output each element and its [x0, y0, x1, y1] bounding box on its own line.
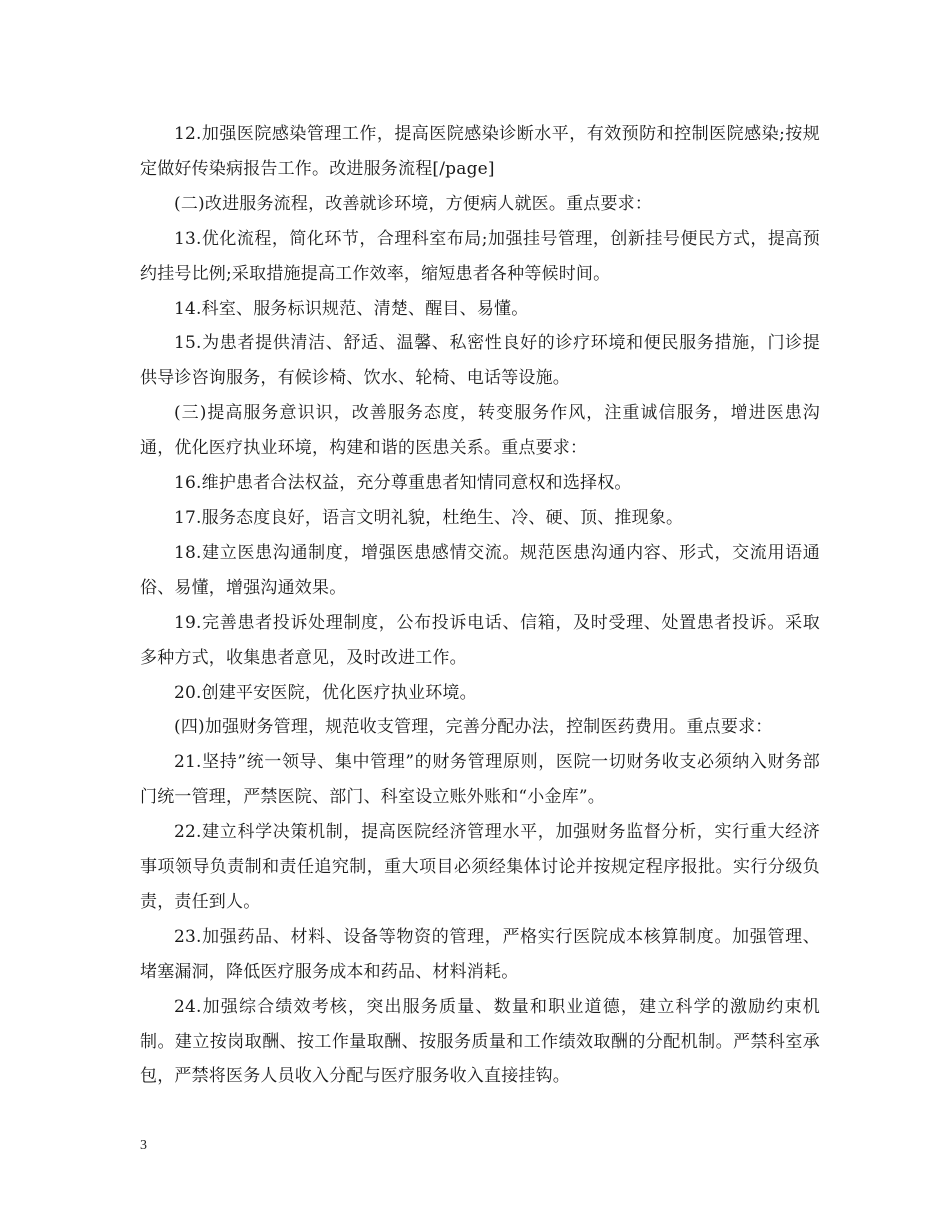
paragraph-18: 18.建立医患沟通制度，增强医患感情交流。规范医患沟通内容、形式，交流用语通俗、易懂，增强沟通效果。 [140, 542, 820, 598]
paragraph-16: 16.维护患者合法权益，充分尊重患者知情同意权和选择权。 [174, 473, 632, 494]
paragraph-17: 17.服务态度良好，语言文明礼貌，杜绝生、冷、硬、顶、推现象。 [174, 507, 684, 528]
paragraph-23: 23.加强药品、材料、设备等物资的管理，严格实行医院成本核算制度。加强管理、堵塞漏洞，降低医疗服务成本和药品、材料消耗。 [140, 926, 820, 982]
page-number: 3 [140, 1138, 147, 1153]
paragraph-13: 13.优化流程，简化环节，合理科室布局;加强挂号管理，创新挂号便民方式，提高预约挂号比例;采取措施提高工作效率，缩短患者各种等候时间。 [140, 228, 820, 284]
paragraph-14: 14.科室、服务标识规范、清楚、醒目、易懂。 [174, 298, 529, 319]
paragraph-21: 21.坚持”统一领导、集中管理”的财务管理原则，医院一切财务收支必须纳入财务部门统一管理，严禁医院、部门、科室设立账外账和“小金库”。 [140, 752, 820, 808]
paragraph-20: 20.创建平安医院，优化医疗执业环境。 [174, 682, 477, 703]
paragraph-12: 12.加强医院感染管理工作，提高医院感染诊断水平，有效预防和控制医院感染;按规定做好传染病报告工作。改进服务流程[/page] [140, 124, 820, 179]
section-heading-4: (四)加强财务管理，规范收支管理，完善分配办法，控制医药费用。重点要求： [174, 717, 773, 738]
paragraph-24: 24.加强综合绩效考核，突出服务质量、数量和职业道德，建立科学的激励约束机制。建立按岗取酬、按工作量取酬、按服务质量和工作绩效取酬的分配机制。严禁科室承包，严禁将医务人员收入分配与医疗服务收入直接挂钩。 [140, 996, 820, 1087]
paragraph-22: 22.建立科学决策机制，提高医院经济管理水平，加强财务监督分析，实行重大经济事项领导负责制和责任追究制，重大项目必须经集体讨论并按规定程序报批。实行分级负责，责任到人。 [140, 822, 820, 912]
paragraph-15: 15.为患者提供清洁、舒适、温馨、私密性良好的诊疗环境和便民服务措施，门诊提供导诊咨询服务，有候诊椅、饮水、轮椅、电话等设施。 [140, 333, 820, 389]
section-heading-2: (二)改进服务流程，改善就诊环境，方便病人就医。重点要求： [174, 193, 653, 214]
paragraph-19: 19.完善患者投诉处理制度，公布投诉电话、信箱，及时受理、处置患者投诉。采取多种方式，收集患者意见，及时改进工作。 [140, 612, 820, 668]
document-body [140, 117, 820, 1094]
section-heading-3: (三)提高服务意识识，改善服务态度，转变服务作风，注重诚信服务，增进医患沟通，优化医疗执业环境，构建和谐的医患关系。重点要求： [140, 403, 820, 459]
